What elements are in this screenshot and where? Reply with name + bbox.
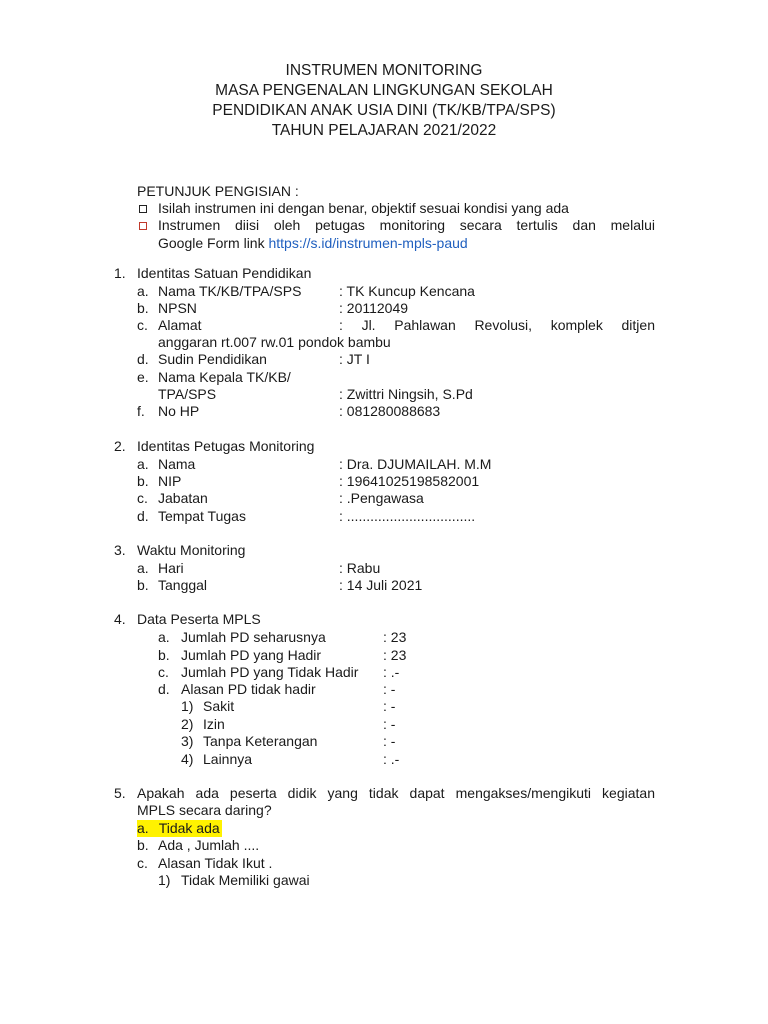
list-mark: b. bbox=[137, 837, 149, 853]
field-label-sakit: Sakit bbox=[203, 698, 235, 714]
checkbox-icon bbox=[139, 222, 147, 230]
section-5-question-line-1: Apakah ada peserta didik yang tidak dapat mengakses/mengikuti kegiatan bbox=[137, 785, 655, 801]
answer-label-tidak-memiliki-gawai: Tidak Memiliki gawai bbox=[181, 872, 310, 888]
list-mark: c. bbox=[158, 664, 169, 680]
field-value-nohp: : 081280088683 bbox=[339, 403, 441, 419]
list-mark: 4) bbox=[181, 751, 194, 767]
field-value-alamat: : Jl. Pahlawan Revolusi, komplek ditjen bbox=[339, 317, 655, 333]
field-value-nama: : Dra. DJUMAILAH. M.M bbox=[339, 456, 492, 472]
field-value-hari: : Rabu bbox=[339, 560, 381, 576]
field-label-nama: Nama bbox=[158, 456, 196, 472]
list-mark: d. bbox=[137, 508, 149, 524]
field-value-tanggal: : 14 Juli 2021 bbox=[339, 577, 423, 593]
section-2-heading: Identitas Petugas Monitoring bbox=[137, 438, 315, 454]
list-mark: d. bbox=[137, 351, 149, 367]
list-mark: c. bbox=[137, 855, 148, 871]
field-value-pd-hadir: : 23 bbox=[383, 647, 407, 663]
list-mark: a. bbox=[158, 629, 170, 645]
doc-title-line-2: MASA PENGENALAN LINGKUNGAN SEKOLAH bbox=[215, 82, 553, 99]
field-label-tempat-tugas: Tempat Tugas bbox=[158, 508, 246, 524]
section-5-question-line-2: MPLS secara daring? bbox=[137, 802, 272, 818]
section-4-heading: Data Peserta MPLS bbox=[137, 611, 261, 627]
field-label-lainnya: Lainnya bbox=[203, 751, 253, 767]
field-value-izin: : - bbox=[383, 716, 396, 732]
field-label-nip: NIP bbox=[158, 473, 182, 489]
field-label-alamat: Alamat bbox=[158, 317, 202, 333]
section-2-number: 2. bbox=[114, 438, 126, 454]
field-label-pd-hadir: Jumlah PD yang Hadir bbox=[181, 647, 322, 663]
section-5-number: 5. bbox=[114, 785, 126, 801]
answer-label-tidak-ada: Tidak ada bbox=[158, 820, 220, 836]
list-mark: 1) bbox=[158, 872, 171, 888]
petunjuk-item-2-line-1: Instrumen diisi oleh petugas monitoring secara tertulis dan melalui bbox=[158, 217, 655, 233]
petunjuk-heading: PETUNJUK PENGISIAN : bbox=[137, 183, 299, 199]
checkbox-icon bbox=[139, 205, 147, 213]
field-label-nama-tk: Nama TK/KB/TPA/SPS bbox=[158, 283, 302, 299]
petunjuk-item-1: Isilah instrumen ini dengan benar, objektif sesuai kondisi yang ada bbox=[158, 200, 569, 216]
field-label-izin: Izin bbox=[203, 716, 225, 732]
field-label-pd-seharusnya: Jumlah PD seharusnya bbox=[181, 629, 326, 645]
list-mark: b. bbox=[158, 647, 170, 663]
field-label-jabatan: Jabatan bbox=[158, 490, 208, 506]
section-3-heading: Waktu Monitoring bbox=[137, 542, 246, 558]
section-3-number: 3. bbox=[114, 542, 126, 558]
list-mark: 3) bbox=[181, 733, 194, 749]
list-mark: c. bbox=[137, 490, 148, 506]
list-mark: d. bbox=[158, 681, 170, 697]
section-1-number: 1. bbox=[114, 265, 126, 281]
field-value-kepala: : Zwittri Ningsih, S.Pd bbox=[339, 386, 473, 402]
section-4-number: 4. bbox=[114, 611, 126, 627]
field-value-alamat-cont: anggaran rt.007 rw.01 pondok bambu bbox=[158, 334, 391, 350]
answer-label-alasan: Alasan Tidak Ikut . bbox=[158, 855, 273, 871]
list-mark: c. bbox=[137, 317, 148, 333]
doc-title-line-4: TAHUN PELAJARAN 2021/2022 bbox=[271, 122, 497, 139]
field-label-sudin: Sudin Pendidikan bbox=[158, 351, 267, 367]
field-value-sakit: : - bbox=[383, 698, 396, 714]
list-mark: 2) bbox=[181, 716, 194, 732]
field-label-pd-tidak-hadir: Jumlah PD yang Tidak Hadir bbox=[181, 664, 359, 680]
petunjuk-item-2-prefix: Google Form link bbox=[158, 235, 269, 251]
list-mark: a. bbox=[137, 456, 149, 472]
list-mark: 1) bbox=[181, 698, 194, 714]
list-mark: f. bbox=[137, 403, 145, 419]
field-label-npsn: NPSN bbox=[158, 300, 197, 316]
answer-option-a bbox=[137, 820, 222, 837]
list-mark: b. bbox=[137, 300, 149, 316]
list-mark: a. bbox=[137, 283, 149, 299]
field-value-lainnya: : .- bbox=[383, 751, 400, 767]
field-value-nip: : 19641025198582001 bbox=[339, 473, 480, 489]
field-label-nohp: No HP bbox=[158, 403, 200, 419]
list-mark: a. bbox=[137, 560, 149, 576]
petunjuk-item-2-line-2 bbox=[158, 235, 468, 252]
list-mark: e. bbox=[137, 369, 149, 385]
answer-label-ada-jumlah: Ada , Jumlah .... bbox=[158, 837, 260, 853]
field-value-tanpa-keterangan: : - bbox=[383, 733, 396, 749]
section-1-heading: Identitas Satuan Pendidikan bbox=[137, 265, 312, 281]
field-value-tempat-tugas: : ................................. bbox=[339, 508, 476, 524]
field-label-kepala-line-1: Nama Kepala TK/KB/ bbox=[158, 369, 291, 385]
list-mark: b. bbox=[137, 577, 149, 593]
field-label-alasan: Alasan PD tidak hadir bbox=[181, 681, 316, 697]
list-mark: a. bbox=[137, 820, 149, 836]
list-mark: b. bbox=[137, 473, 149, 489]
field-value-sudin: : JT I bbox=[339, 351, 370, 367]
field-value-nama-tk: : TK Kuncup Kencana bbox=[339, 283, 475, 299]
field-value-alasan: : - bbox=[383, 681, 396, 697]
field-value-pd-seharusnya: : 23 bbox=[383, 629, 407, 645]
field-label-tanggal: Tanggal bbox=[158, 577, 208, 593]
field-label-tanpa-keterangan: Tanpa Keterangan bbox=[203, 733, 318, 749]
doc-title-line-3: PENDIDIKAN ANAK USIA DINI (TK/KB/TPA/SPS) bbox=[212, 102, 556, 119]
field-label-kepala-line-2: TPA/SPS bbox=[158, 386, 217, 402]
field-value-pd-tidak-hadir: : .- bbox=[383, 664, 400, 680]
instrumen-link[interactable]: https://s.id/instrumen-mpls-paud bbox=[268, 235, 468, 251]
field-value-npsn: : 20112049 bbox=[339, 300, 409, 316]
field-label-hari: Hari bbox=[158, 560, 184, 576]
field-value-jabatan: : .Pengawasa bbox=[339, 490, 424, 506]
doc-title-line-1: INSTRUMEN MONITORING bbox=[285, 62, 483, 79]
